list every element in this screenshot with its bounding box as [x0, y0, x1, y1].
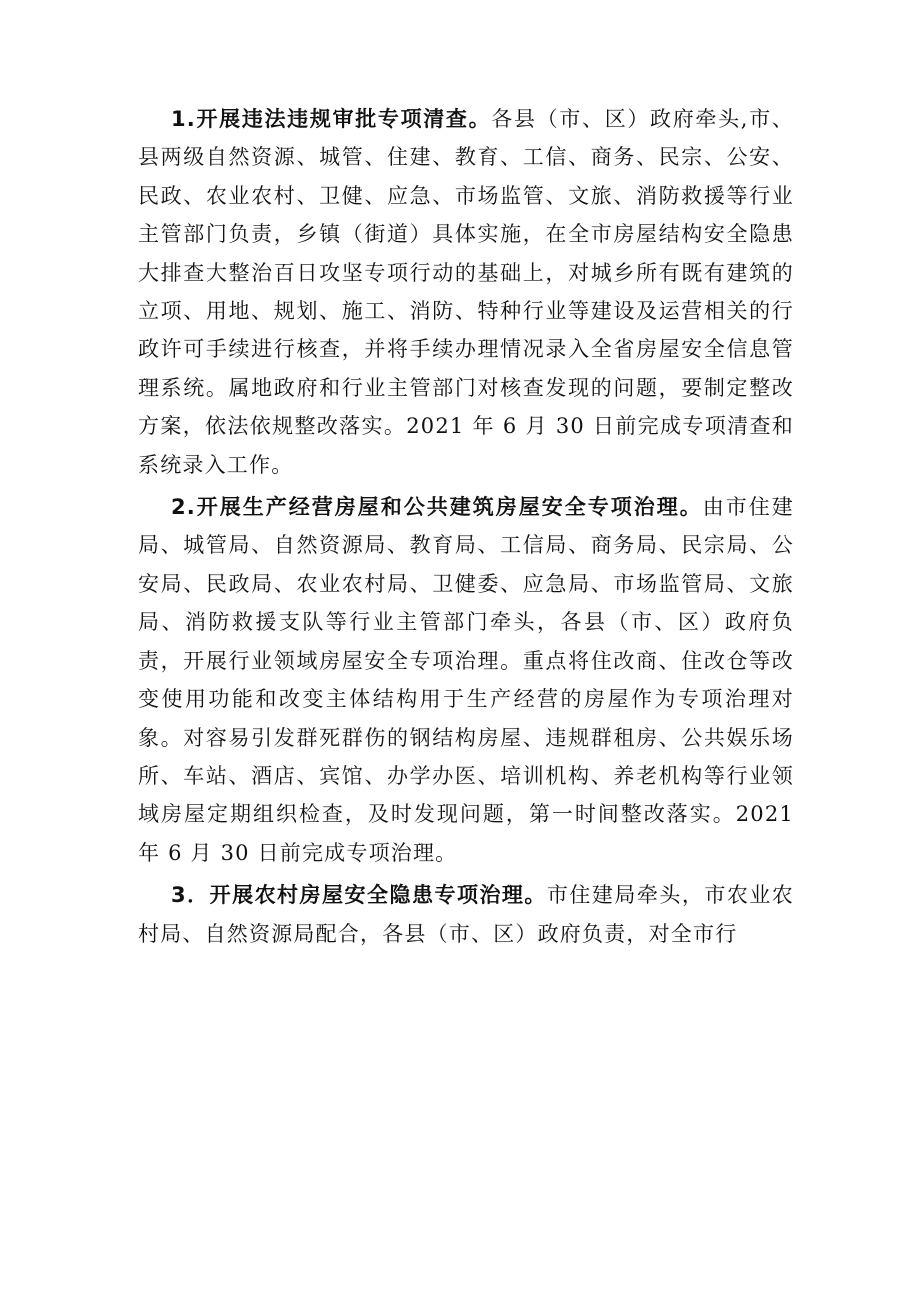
paragraph-2 [138, 488, 794, 872]
paragraph-3-heading: 3．开展农村房屋安全隐患专项治理。 [171, 883, 547, 908]
paragraph-2-heading: 2.开展生产经营房屋和公共建筑房屋安全专项治理。 [171, 495, 703, 520]
paragraph-2-body: 由市住建局、城管局、自然资源局、教育局、工信局、商务局、民宗局、公安局、民政局、农业农村局、卫健委、应急局、市场监管局、文旅局、消防救援支队等行业主管部门牵头，各县（市、区）政府负责，开展行业领域房屋安全专项治理。重点将住改商、住改仓等改变使用功能和改变主体结构用于生产经营的房屋作为专项治理对象。对容易引发群死群伤的钢结构房屋、违规群租房、公共娱乐场所、车站、酒店、宾馆、办学办医、培训机构、养老机构等行业领域房屋定期组织检查，及时发现问题，第一时间整改落实。2021 年 6 月 30 日前完成专项治理。 [138, 495, 794, 865]
paragraph-1-heading: 1.开展违法违规审批专项清查。 [171, 107, 492, 131]
document-body [138, 100, 794, 953]
paragraph-1-body: 各县（市、区）政府牵头,市、县两级自然资源、城管、住建、教育、工信、商务、民宗、公安、民政、农业农村、卫健、应急、市场监管、文旅、消防救援等行业主管部门负责，乡镇（街道）具体实施，在全市房屋结构安全隐患大排查大整治百日攻坚专项行动的基础上，对城乡所有既有建筑的立项、用地、规划、施工、消防、特种行业等建设及运营相关的行政许可手续进行核查，并将手续办理情况录入全省房屋安全信息管理系统。属地政府和行业主管部门对核查发现的问题，要制定整改方案，依法依规整改落实。2021 年 6 月 30 日前完成专项清查和系统录入工作。 [138, 107, 794, 477]
paragraph-1 [138, 100, 794, 484]
paragraph-3-body: 市住建局牵头，市农业农村局、自然资源局配合，各县（市、区）政府负责，对全市行 [138, 883, 795, 946]
paragraph-3 [138, 876, 794, 953]
